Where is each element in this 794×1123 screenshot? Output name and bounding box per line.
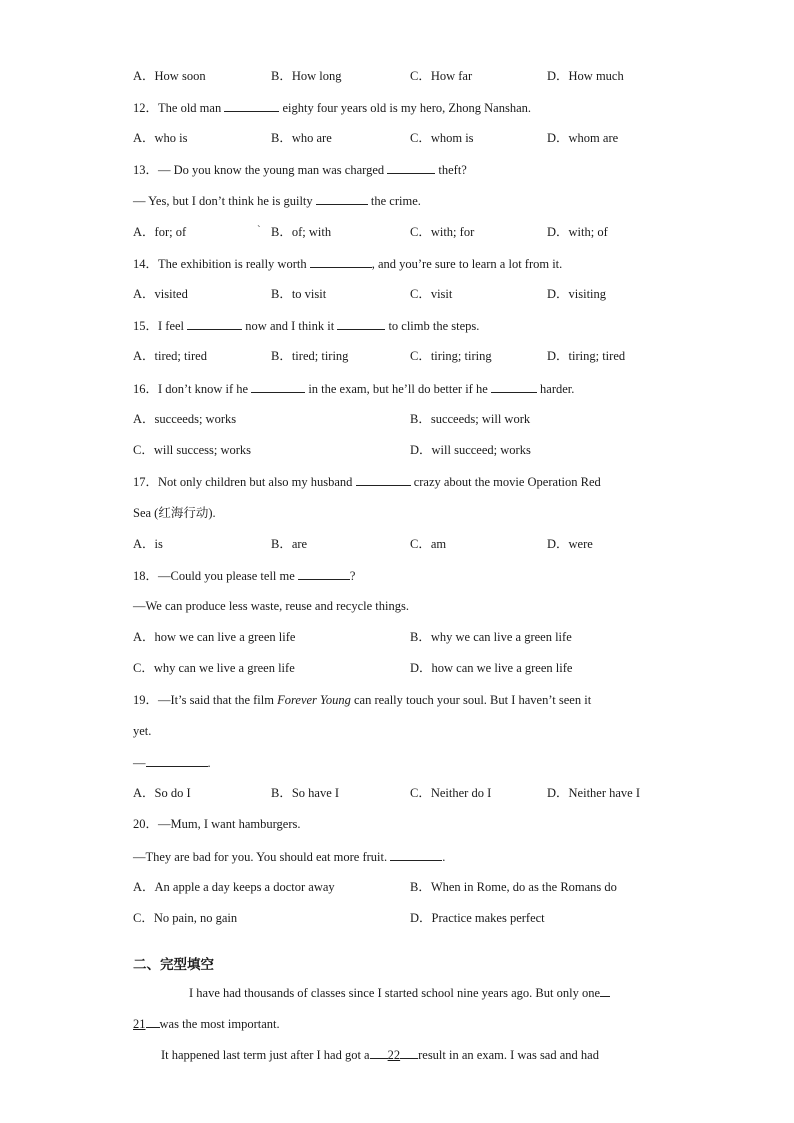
q20-text2: —They are bad for you. You should eat more fruit.: [133, 850, 388, 864]
q19-text-post: can really touch your soul. But I haven’t seen it: [350, 693, 592, 707]
q19-end: .: [207, 756, 211, 770]
q15-option-d: D．tiring; tired: [547, 349, 626, 363]
cloze-blank-22-lead: [370, 1046, 388, 1059]
q17-option-d: D．were: [547, 537, 593, 551]
q20-option-d: D．Practice makes perfect: [410, 911, 545, 925]
q13-blank-2: [316, 192, 368, 205]
q19-option-c: C．Neither do I: [410, 786, 492, 800]
q17-number: 17．: [133, 475, 159, 489]
q19-option-d: D．Neither have I: [547, 786, 641, 800]
q14-option-c: C．visit: [410, 287, 453, 301]
q19-option-a: A．So do I: [133, 786, 191, 800]
q12-option-a: A．who is: [133, 131, 188, 145]
q12-option-c: C．whom is: [410, 131, 474, 145]
q17-option-a: A．is: [133, 537, 163, 551]
q20-text1: —Mum, I want hamburgers.: [158, 817, 301, 831]
q16-blank-2: [491, 380, 537, 393]
q11-option-d: D．How much: [547, 69, 624, 83]
q13-option-b: B．of; with: [271, 225, 332, 239]
q14-text-post: , and you’re sure to learn a lot from it.: [371, 257, 563, 271]
q18-stem-line1: [133, 567, 355, 584]
q13-option-d: D．with; of: [547, 225, 608, 239]
section-title-cloze: 二、完型填空: [133, 957, 214, 973]
q13-number: 13．: [133, 163, 159, 177]
q12-text-pre: The old man: [158, 101, 222, 115]
q11-option-c: C．How far: [410, 69, 473, 83]
q13-text2-post: the crime.: [370, 194, 421, 208]
q18-number: 18．: [133, 569, 159, 583]
q16-option-a: A．succeeds; works: [133, 412, 237, 426]
q14-option-b: B．to visit: [271, 287, 327, 301]
q15-blank-2: [337, 317, 385, 330]
q16-option-c: C．will success; works: [133, 443, 252, 457]
q19-stem-line2: yet.: [133, 724, 152, 738]
cloze-p1-blank-lead: [600, 984, 610, 997]
q15-text-mid: now and I think it: [245, 319, 335, 333]
q13-blank-1: [387, 161, 435, 174]
q17-stem-line1: [133, 473, 601, 490]
cloze-paragraph-1-line1: [189, 984, 610, 1001]
q12-number: 12．: [133, 101, 159, 115]
q17-option-c: C．am: [410, 537, 447, 551]
q12-option-d: D．whom are: [547, 131, 619, 145]
q13-option-a: A．for; of: [133, 225, 187, 239]
q13-stem-line2: [133, 192, 421, 209]
q18-option-a: A．how we can live a green life: [133, 630, 296, 644]
q15-stem: [133, 317, 479, 334]
q19-stem-line1: [133, 692, 591, 708]
q13-option-c: C．with; for: [410, 225, 475, 239]
q13-text1-post: theft?: [438, 163, 467, 177]
cloze-p1-text-post: was the most important.: [159, 1017, 280, 1031]
q17-text-post: crazy about the movie Operation Red: [413, 475, 601, 489]
q15-blank-1: [187, 317, 242, 330]
q20-end: .: [442, 850, 446, 864]
q16-option-b: B．succeeds; will work: [410, 412, 531, 426]
q12-text-post: eighty four years old is my hero, Zhong Nanshan.: [282, 101, 532, 115]
cloze-p1-text: I have had thousands of classes since I started school nine years ago. But only one: [189, 986, 601, 1000]
cloze-blank-21: 21: [133, 1017, 146, 1031]
q18-text-pre: —Could you please tell me: [158, 569, 295, 583]
q19-number: 19．: [133, 693, 159, 707]
q16-text-post: harder.: [540, 382, 575, 396]
q11-option-a: A．How soon: [133, 69, 206, 83]
q19-dash: —: [133, 756, 146, 770]
q16-option-d: D．will succeed; works: [410, 443, 531, 457]
q19-stem-line3: [133, 754, 211, 771]
q12-blank: [224, 99, 279, 112]
q18-option-d: D．how can we live a green life: [410, 661, 573, 675]
q20-stem-line1: [133, 816, 300, 832]
q15-number: 15．: [133, 319, 159, 333]
q19-text-pre: —It’s said that the film: [158, 693, 278, 707]
q18-option-c: C．why can we live a green life: [133, 661, 295, 675]
q16-stem: [133, 380, 574, 397]
cloze-paragraph-1-line2: [133, 1015, 280, 1032]
q20-option-c: C．No pain, no gain: [133, 911, 238, 925]
q17-text-pre: Not only children but also my husband: [158, 475, 353, 489]
q18-stem-line2: —We can produce less waste, reuse and recycle things.: [133, 599, 409, 613]
q12-option-b: B．who are: [271, 131, 332, 145]
q20-blank: [390, 848, 442, 861]
q16-number: 16．: [133, 382, 159, 396]
q18-text-post: ?: [349, 569, 356, 583]
q20-stem-line2: [133, 848, 445, 865]
cloze-paragraph-2-line1: [161, 1046, 599, 1063]
cloze-p2-text-post: result in an exam. I was sad and had: [418, 1048, 599, 1062]
q13-stem-line1: [133, 161, 467, 178]
q15-option-b: B．tired; tiring: [271, 349, 349, 363]
q16-text-mid: in the exam, but he’ll do better if he: [308, 382, 488, 396]
q14-stem: [133, 255, 562, 272]
q17-stem-line2: Sea (红海行动).: [133, 506, 216, 520]
stray-backtick: `: [257, 224, 261, 236]
q19-film-title: Forever Young: [277, 693, 351, 707]
q11-option-b: B．How long: [271, 69, 342, 83]
q14-number: 14．: [133, 257, 159, 271]
q20-option-a: A．An apple a day keeps a doctor away: [133, 880, 335, 894]
q14-option-d: D．visiting: [547, 287, 607, 301]
q15-option-a: A．tired; tired: [133, 349, 207, 363]
q16-text-pre: I don’t know if he: [158, 382, 249, 396]
q16-blank-1: [251, 380, 305, 393]
cloze-blank-22-tail: [400, 1046, 418, 1059]
q18-blank: [298, 567, 350, 580]
q14-text-pre: The exhibition is really worth: [158, 257, 307, 271]
q17-blank: [356, 473, 411, 486]
q20-number: 20．: [133, 817, 159, 831]
cloze-blank-22: 22: [387, 1048, 401, 1062]
cloze-blank-21-tail: [146, 1015, 160, 1028]
q20-option-b: B．When in Rome, do as the Romans do: [410, 880, 617, 894]
q15-text-post: to climb the steps.: [388, 319, 480, 333]
q17-option-b: B．are: [271, 537, 308, 551]
q19-option-b: B．So have I: [271, 786, 340, 800]
cloze-p2-text-pre: It happened last term just after I had got a: [161, 1048, 370, 1062]
q12-stem: [133, 99, 531, 116]
q15-option-c: C．tiring; tiring: [410, 349, 492, 363]
q13-text2-pre: — Yes, but I don’t think he is guilty: [133, 194, 313, 208]
q15-text-pre: I feel: [158, 319, 185, 333]
q19-blank: [146, 754, 208, 767]
q18-option-b: B．why we can live a green life: [410, 630, 572, 644]
q13-text1-pre: — Do you know the young man was charged: [158, 163, 385, 177]
q14-option-a: A．visited: [133, 287, 188, 301]
q14-blank: [310, 255, 372, 268]
